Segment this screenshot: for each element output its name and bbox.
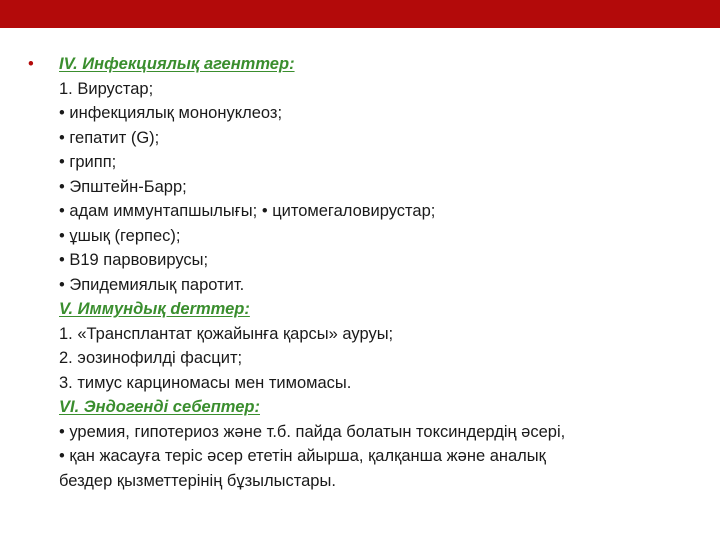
section-4-heading: IV. Инфекциялық агенттер: <box>59 55 295 73</box>
slide-content <box>28 52 708 493</box>
main-bullet: • <box>28 55 34 73</box>
top-accent-bar <box>0 0 720 28</box>
list-item: • гепатит (G); <box>59 128 160 147</box>
list-item: 2. эозинофилді фасцит; <box>59 349 243 367</box>
section-4-heading-line <box>28 52 708 77</box>
list-item: • ұшық (герпес); <box>59 226 181 245</box>
list-item: • Эпштейн-Барр; <box>59 177 187 196</box>
list-item: 3. тимус карциномасы мен тимомасы. <box>59 373 352 392</box>
list-item: 1. «Трансплантат қожайынға қарсы» ауруы; <box>59 324 394 343</box>
list-item: • Эпидемиялық паротит. <box>59 275 245 294</box>
list-item: • адам иммунтапшылығы; • цитомегаловирустар; <box>59 202 436 220</box>
list-item: • уремия, гипотериоз және т.б. пайда болатын токсиндердің әсері, <box>59 422 566 441</box>
section-6-heading-line <box>28 395 708 420</box>
list-item: • қан жасауға теріс әсер ететін айырша, қалқанша және аналық <box>59 447 546 465</box>
list-item: 1. Вирустар; <box>59 79 154 98</box>
list-item: бездер қызметтерінің бұзылыстары. <box>59 471 336 490</box>
list-item: • грипп; <box>59 153 117 171</box>
section-5-heading: V. Иммундық derттер: <box>59 300 250 318</box>
section-6-heading: VI. Эндогенді себептер: <box>59 398 260 416</box>
list-item: • инфекциялық мононуклеоз; <box>59 104 283 122</box>
section-5-heading-line <box>28 297 708 322</box>
list-item: • В19 парвовирусы; <box>59 251 209 269</box>
